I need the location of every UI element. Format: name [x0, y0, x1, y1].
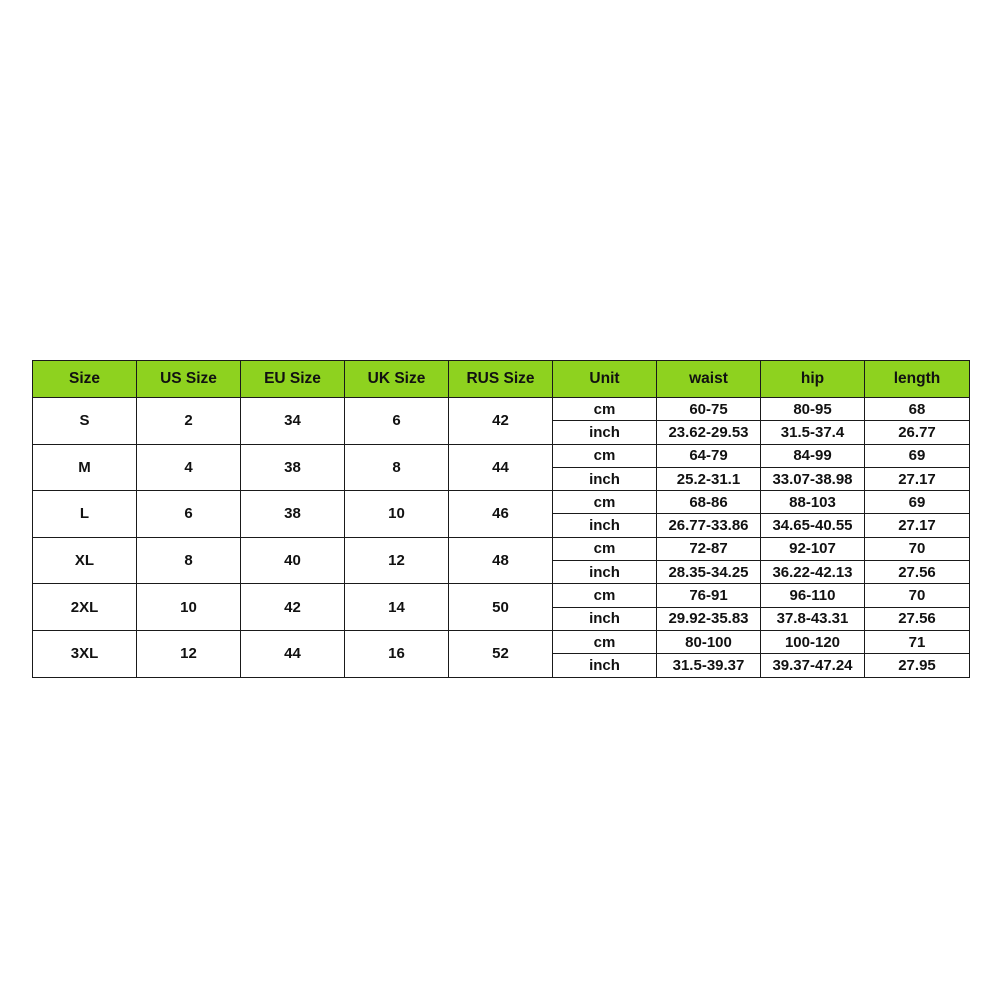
length-cell: 68: [865, 398, 970, 421]
eu-size-cell: 34: [241, 398, 345, 445]
length-cell: 69: [865, 444, 970, 467]
length-cell: 70: [865, 537, 970, 560]
rus-size-cell: 48: [449, 537, 553, 584]
length-cell: 27.56: [865, 607, 970, 630]
size-cell: XL: [33, 537, 137, 584]
waist-cell: 28.35-34.25: [657, 561, 761, 584]
us-size-cell: 10: [137, 584, 241, 631]
hip-cell: 39.37-47.24: [761, 654, 865, 677]
unit-cell: inch: [553, 421, 657, 444]
hip-cell: 36.22-42.13: [761, 561, 865, 584]
table-row: [33, 584, 970, 607]
eu-size-cell: 38: [241, 444, 345, 491]
size-cell: 3XL: [33, 630, 137, 677]
size-chart-table: [32, 360, 970, 678]
uk-size-cell: 12: [345, 537, 449, 584]
unit-cell: inch: [553, 467, 657, 490]
table-row: [33, 398, 970, 421]
length-cell: 70: [865, 584, 970, 607]
header-row: [33, 361, 970, 398]
uk-size-cell: 8: [345, 444, 449, 491]
uk-size-cell: 6: [345, 398, 449, 445]
uk-size-cell: 10: [345, 491, 449, 538]
size-cell: S: [33, 398, 137, 445]
us-size-cell: 12: [137, 630, 241, 677]
header-waist: waist: [657, 361, 761, 398]
size-cell: M: [33, 444, 137, 491]
hip-cell: 34.65-40.55: [761, 514, 865, 537]
unit-cell: cm: [553, 537, 657, 560]
size-cell: 2XL: [33, 584, 137, 631]
waist-cell: 60-75: [657, 398, 761, 421]
unit-cell: inch: [553, 607, 657, 630]
waist-cell: 23.62-29.53: [657, 421, 761, 444]
header-size: Size: [33, 361, 137, 398]
length-cell: 26.77: [865, 421, 970, 444]
waist-cell: 80-100: [657, 630, 761, 653]
unit-cell: cm: [553, 491, 657, 514]
table-row: [33, 537, 970, 560]
us-size-cell: 2: [137, 398, 241, 445]
hip-cell: 96-110: [761, 584, 865, 607]
waist-cell: 25.2-31.1: [657, 467, 761, 490]
header-us-size: US Size: [137, 361, 241, 398]
us-size-cell: 4: [137, 444, 241, 491]
rus-size-cell: 46: [449, 491, 553, 538]
length-cell: 27.17: [865, 467, 970, 490]
unit-cell: cm: [553, 398, 657, 421]
eu-size-cell: 38: [241, 491, 345, 538]
length-cell: 27.17: [865, 514, 970, 537]
length-cell: 27.56: [865, 561, 970, 584]
unit-cell: inch: [553, 654, 657, 677]
header-rus-size: RUS Size: [449, 361, 553, 398]
unit-cell: cm: [553, 630, 657, 653]
header-unit: Unit: [553, 361, 657, 398]
length-cell: 69: [865, 491, 970, 514]
hip-cell: 84-99: [761, 444, 865, 467]
table-header: [33, 361, 970, 398]
header-uk-size: UK Size: [345, 361, 449, 398]
hip-cell: 88-103: [761, 491, 865, 514]
hip-cell: 31.5-37.4: [761, 421, 865, 444]
eu-size-cell: 42: [241, 584, 345, 631]
waist-cell: 68-86: [657, 491, 761, 514]
header-length: length: [865, 361, 970, 398]
rus-size-cell: 50: [449, 584, 553, 631]
waist-cell: 72-87: [657, 537, 761, 560]
rus-size-cell: 42: [449, 398, 553, 445]
waist-cell: 76-91: [657, 584, 761, 607]
us-size-cell: 6: [137, 491, 241, 538]
unit-cell: inch: [553, 561, 657, 584]
hip-cell: 80-95: [761, 398, 865, 421]
hip-cell: 100-120: [761, 630, 865, 653]
header-eu-size: EU Size: [241, 361, 345, 398]
hip-cell: 33.07-38.98: [761, 467, 865, 490]
unit-cell: cm: [553, 444, 657, 467]
table-body: [33, 398, 970, 678]
uk-size-cell: 16: [345, 630, 449, 677]
hip-cell: 92-107: [761, 537, 865, 560]
unit-cell: inch: [553, 514, 657, 537]
table-row: [33, 630, 970, 653]
waist-cell: 26.77-33.86: [657, 514, 761, 537]
header-hip: hip: [761, 361, 865, 398]
table-row: [33, 444, 970, 467]
length-cell: 71: [865, 630, 970, 653]
table-row: [33, 491, 970, 514]
rus-size-cell: 44: [449, 444, 553, 491]
size-cell: L: [33, 491, 137, 538]
waist-cell: 31.5-39.37: [657, 654, 761, 677]
us-size-cell: 8: [137, 537, 241, 584]
rus-size-cell: 52: [449, 630, 553, 677]
waist-cell: 64-79: [657, 444, 761, 467]
unit-cell: cm: [553, 584, 657, 607]
hip-cell: 37.8-43.31: [761, 607, 865, 630]
waist-cell: 29.92-35.83: [657, 607, 761, 630]
eu-size-cell: 44: [241, 630, 345, 677]
length-cell: 27.95: [865, 654, 970, 677]
uk-size-cell: 14: [345, 584, 449, 631]
eu-size-cell: 40: [241, 537, 345, 584]
